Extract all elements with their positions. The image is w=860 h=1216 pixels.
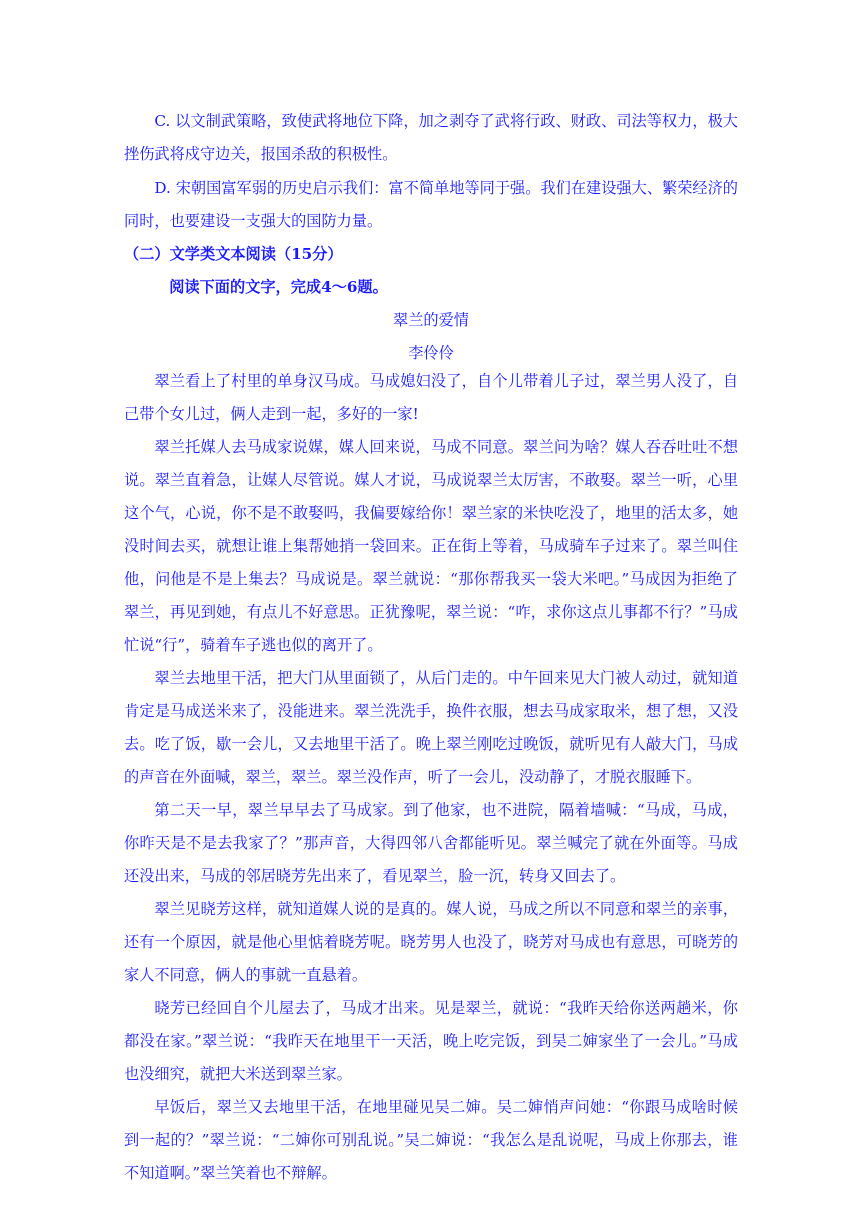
story-paragraph: 早饭后，翠兰又去地里干活，在地里碰见吴二婶。吴二婶悄声问她：“你跟马成啥时候到一起的？”翠兰说：“二婶你可别乱说。”吴二婶说：“我怎么是乱说呢，马成上你那去，谁不知道啊。”翠兰笑着也不辩解。	[124, 1098, 738, 1182]
story-paragraph: 翠兰见晓芳这样，就知道媒人说的是真的。媒人说，马成之所以不同意和翠兰的亲事，还有一个原因，就是他心里惦着晓芳呢。晓芳男人也没了，晓芳对马成也有意思，可晓芳的家人不同意，俩人的事就一直悬着。	[124, 900, 738, 984]
story-paragraph: 晓芳已经回自个儿屋去了，马成才出来。见是翠兰，就说：“我昨天给你送两趟米，你都没在家。”翠兰说：“我昨天在地里干一天活，晚上吃完饭，到吴二婶家坐了一会儿。”马成也没细究，就把大米送到翠兰家。	[124, 999, 738, 1083]
story-paragraph: 翠兰托媒人去马成家说媒，媒人回来说，马成不同意。翠兰问为啥？媒人吞吞吐吐不想说。翠兰直着急，让媒人尽管说。媒人才说，马成说翠兰太厉害，不敢娶。翠兰一听，心里这个气，心说，你不是不敢娶吗，我偏要嫁给你！翠兰家的米快吃没了，地里的活太多，她没时间去买，就想让谁上集帮她捎一袋回来。正在街上等着，马成骑车子过来了。翠兰叫住他，问他是不是上集去？马成说是。翠兰就说：“那你帮我买一袋大米吧。”马成因为拒绝了翠兰，再见到她，有点儿不好意思。正犹豫呢，翠兰说：“咋，求你这点儿事都不行？”马成忙说“行”，骑着车子逃也似的离开了。	[124, 438, 738, 654]
story-paragraph: 翠兰看上了村里的单身汉马成。马成媳妇没了，自个儿带着儿子过，翠兰男人没了，自己带个女儿过，俩人走到一起，多好的一家!	[124, 372, 738, 423]
story-title: 翠兰的爱情	[393, 311, 469, 329]
option-c: C. 以文制武策略，致使武将地位下降，加之剥夺了武将行政、财政、司法等权力，极大挫伤武将戍守边关，报国杀敌的积极性。	[124, 112, 738, 163]
story-paragraph: 翠兰去地里干活，把大门从里面锁了，从后门走的。中午回来见大门被人动过，就知道肯定是马成送米来了，没能进来。翠兰洗洗手，换件衣服，想去马成家取米，想了想，又没去。吃了饭，歇一会儿，又去地里干活了。晚上翠兰刚吃过晚饭，就听见有人敲大门，马成的声音在外面喊，翠兰，翠兰。翠兰没作声，听了一会儿，没动静了，才脱衣服睡下。	[124, 669, 738, 786]
reading-instruction: 阅读下面的文字，完成4～6题。	[169, 278, 388, 296]
story-body	[124, 365, 738, 1190]
section-heading: （二）文学类文本阅读（15分）	[124, 245, 343, 263]
story-paragraph: 第二天一早，翠兰早早去了马成家。到了他家，也不进院，隔着墙喊：“马成，马成，你昨天是不是去我家了？”那声音，大得四邻八舍都能听见。翠兰喊完了就在外面等。马成还没出来，马成的邻居晓芳先出来了，看见翠兰，脸一沉，转身又回去了。	[124, 801, 738, 885]
option-d: D. 宋朝国富军弱的历史启示我们：富不简单地等同于强。我们在建设强大、繁荣经济的同时，也要建设一支强大的国防力量。	[124, 179, 738, 230]
story-author: 李伶伶	[408, 344, 454, 362]
